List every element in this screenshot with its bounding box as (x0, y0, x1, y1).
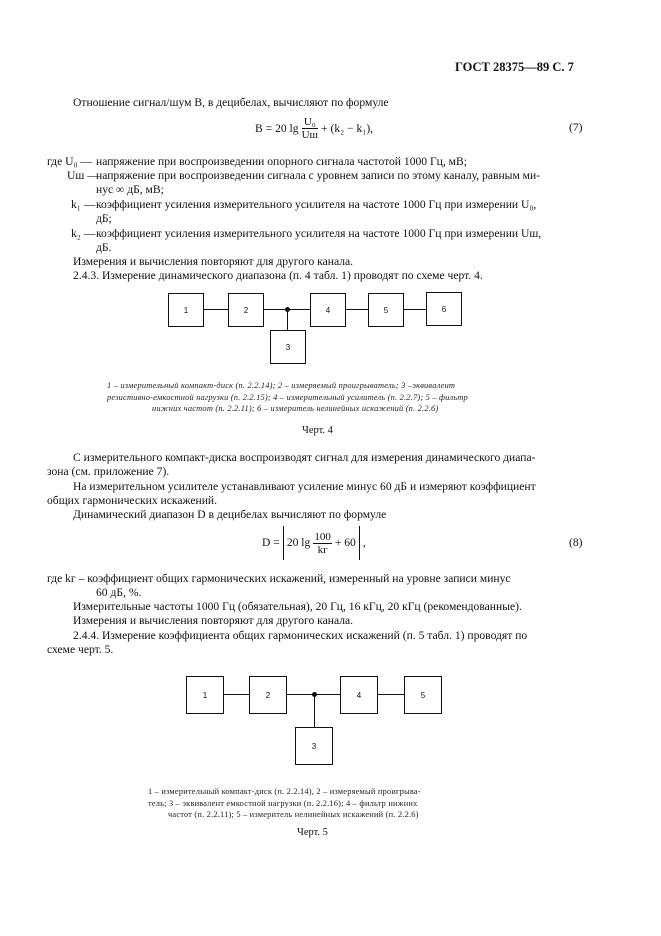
def7-text-5: коэффициент усиления измерительного усилителя на частоте 1000 Гц при измерении Uш, (96, 227, 542, 240)
wire-node-3 (287, 309, 288, 330)
formula-7-den: Uш (301, 129, 319, 141)
wire-1-2 (204, 309, 228, 310)
para-dyn2-line-2: общих гармонических искажений. (47, 494, 218, 507)
def7-sym-5: k₂ — (71, 227, 96, 240)
para-dyn1-line-2: зона (см. приложение 7). (47, 465, 170, 478)
page-header: ГОСТ 28375—89 С. 7 (455, 60, 574, 74)
block5-1: 1 (186, 676, 224, 714)
wire5-1-2 (224, 694, 249, 695)
formula-8-inner-right: + 60 (334, 536, 356, 549)
para-dyn1-line-1: С измерительного компакт-диска воспроизводят сигнал для измерения динамического диапа- (73, 451, 536, 464)
formula-7-lhs: B = 20 lg (255, 121, 299, 135)
def7-text-3: коэффициент усиления измерительного усилителя на частоте 1000 Гц при измерении U₀, (96, 198, 537, 211)
block-6: 6 (426, 292, 462, 326)
def7-text-6: дБ. (96, 241, 112, 254)
block-4: 4 (310, 293, 346, 327)
block-5: 5 (368, 293, 404, 327)
caption-5-line-1: 1 – измерительный компакт-диск (п. 2.2.14), 2 – измеряемый проигрыва- (148, 787, 421, 796)
formula-8-den: kг (317, 543, 328, 556)
caption-4-line-2: резистивно-емкостной нагрузки (п. 2.2.15); 4 – измерительный усилитель (п. 2.2.7); 5 – фильтр (107, 393, 468, 402)
para-dyn3: Динамический диапазон D в децибелах вычисляют по формуле (73, 508, 387, 521)
formula-7 (255, 116, 373, 141)
para-dyn2-line-1: На измерительном усилителе устанавливают усиление минус 60 дБ и измеряют коэффициент (73, 480, 536, 493)
def7-text-4: дБ; (96, 212, 112, 225)
formula-7-num: U₀ (302, 116, 318, 129)
chert-4-label: Черт. 4 (302, 425, 333, 436)
wire5-4-5 (378, 694, 404, 695)
formula-8-abs (283, 526, 360, 560)
junction-dot (285, 307, 290, 312)
section-2-4-3: 2.4.3. Измерение динамического диапазона (п. 4 табл. 1) проводят по схеме черт. 4. (73, 269, 483, 282)
formula-7-tail: + (k₂ − k₁), (321, 121, 374, 135)
chert-5-label: Черт. 5 (297, 827, 328, 838)
def7-sym-3: k₁ — (71, 198, 96, 211)
def8-line-1: где kг – коэффициент общих гармонических искажений, измеренный на уровне записи минус (47, 572, 511, 585)
block-1: 1 (168, 293, 204, 327)
repeat-1: Измерения и вычисления повторяют для другого канала. (73, 255, 354, 268)
freqs-line: Измерительные частоты 1000 Гц (обязательная), 20 Гц, 16 кГц, 20 кГц (рекомендованные). (73, 600, 522, 613)
wire-5-6 (404, 309, 426, 310)
repeat-2: Измерения и вычисления повторяют для другого канала. (73, 614, 354, 627)
block-3: 3 (270, 330, 306, 364)
caption-4-line-3: нижних частот (п. 2.2.11); 6 – измеритель нелинейных искажений (п. 2.2.6) (152, 404, 439, 413)
def7-text-0: напряжение при воспроизведении опорного сигнала частотой 1000 Гц, мВ; (96, 155, 467, 168)
formula-8-inner-left: 20 lg (286, 536, 311, 549)
intro-line: Отношение сигнал/шум B, в децибелах, вычисляют по формуле (73, 96, 389, 109)
formula-8-fraction (313, 531, 332, 556)
block5-2: 2 (249, 676, 287, 714)
def7-text-1: напряжение при воспроизведении сигнала с уровнем записи по этому каналу, равным ми- (96, 169, 541, 182)
caption-4-line-1: 1 – измерительный компакт-диск (п. 2.2.14); 2 – измеряемый проигрыватель; 3 –эквивалент (107, 381, 456, 390)
wire5-node-3 (314, 694, 315, 727)
formula-8-number: (8) (569, 536, 583, 549)
block5-5: 5 (404, 676, 442, 714)
section-2-4-4-line-2: схеме черт. 5. (47, 643, 114, 656)
formula-8 (262, 526, 366, 560)
formula-7-fraction (302, 116, 318, 141)
block5-4: 4 (340, 676, 378, 714)
wire-4-5 (346, 309, 368, 310)
junction-dot-5 (312, 692, 317, 697)
formula-8-tail: , (362, 536, 366, 549)
def8-line-2: 60 дБ, %. (96, 586, 142, 599)
def7-sym-1: Uш — (67, 169, 99, 182)
formula-8-num: 100 (314, 530, 331, 543)
def7-sym-0: где U₀ — (47, 155, 93, 168)
block-2: 2 (228, 293, 264, 327)
def7-text-2: нус ∞ дБ, мВ; (96, 183, 164, 196)
caption-5-line-3: частот (п. 2.2.11); 5 – измеритель нелинейных искажений (п. 2.2.6) (168, 810, 419, 819)
formula-7-number: (7) (569, 121, 583, 134)
block5-3: 3 (295, 727, 333, 765)
section-2-4-4-line-1: 2.4.4. Измерение коэффициента общих гармонических искажений (п. 5 табл. 1) проводят по (73, 629, 528, 642)
caption-5-line-2: тель; 3 – эквивалент емкостной нагрузки (п. 2.2.16); 4 – фильтр нижних (148, 799, 418, 808)
formula-8-lhs: D = (262, 536, 280, 549)
